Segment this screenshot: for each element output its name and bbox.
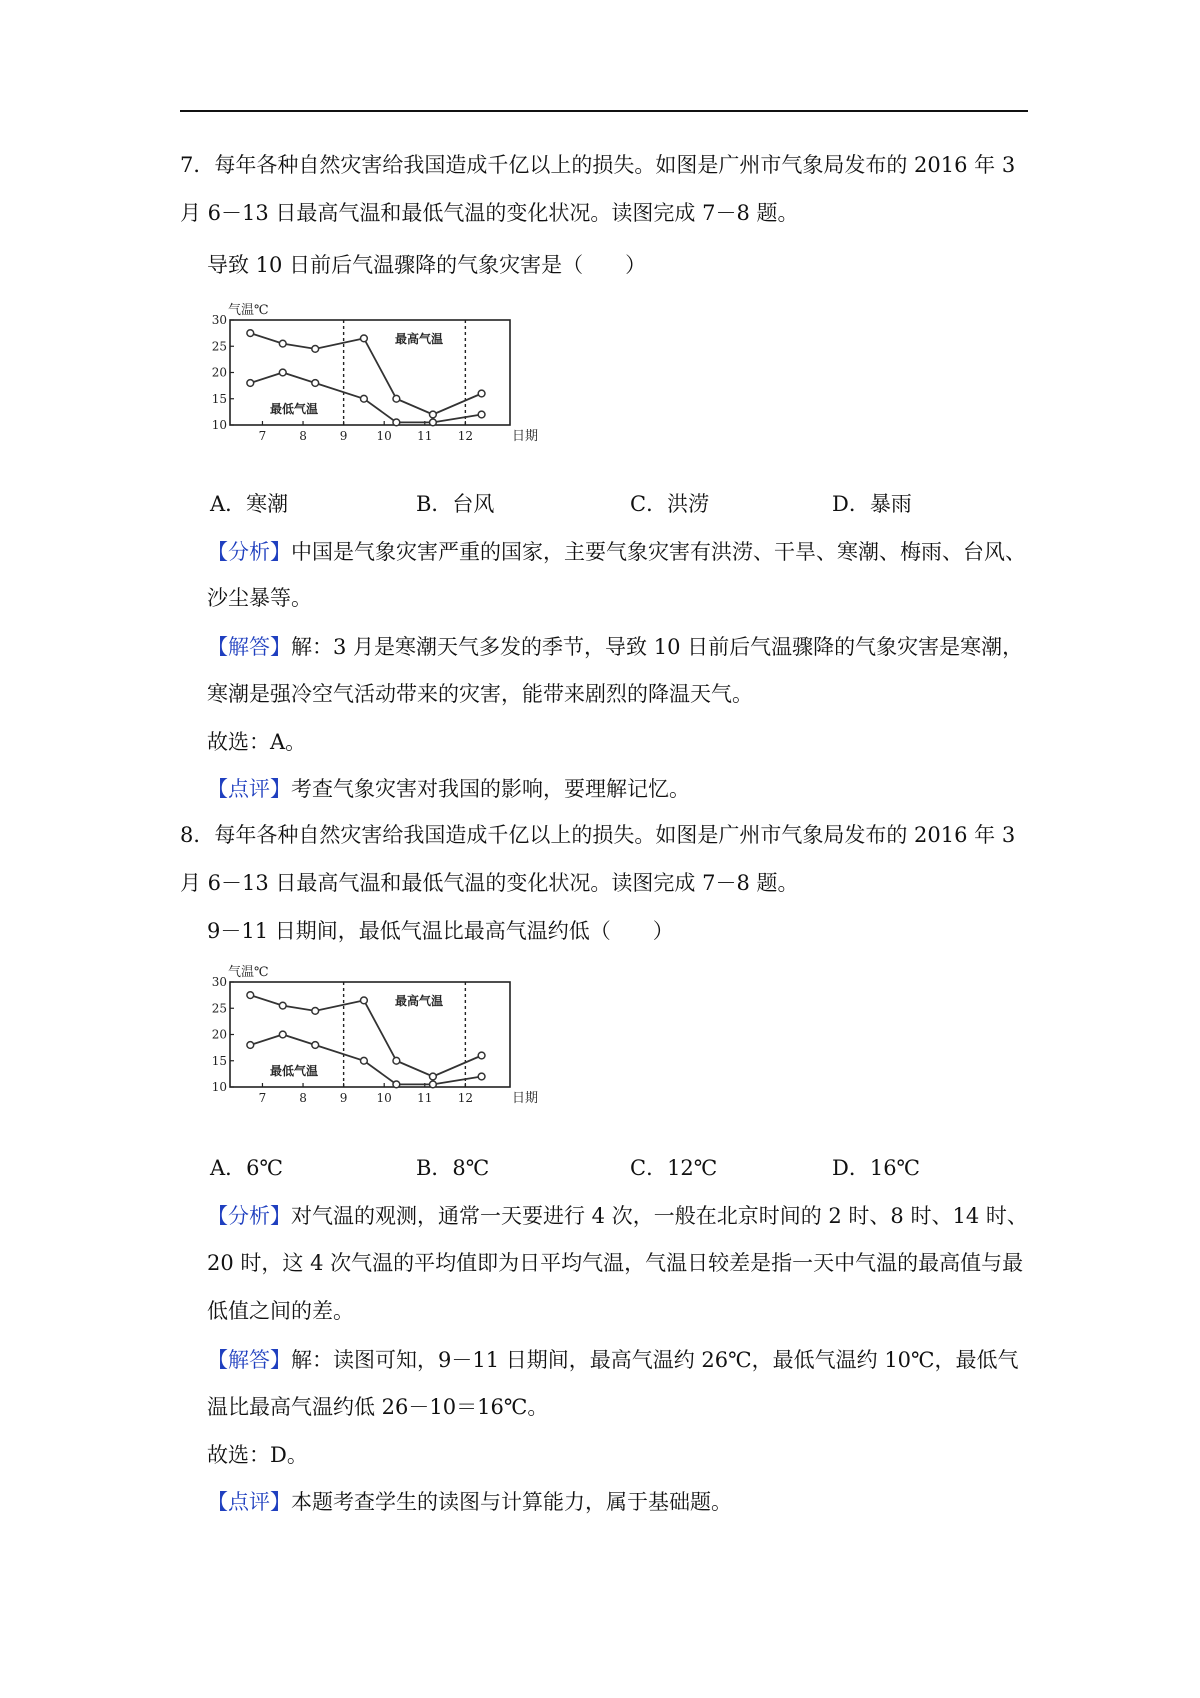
q8-comment-tag: 【点评】 [207,1490,291,1514]
y-tick-label: 25 [211,1001,227,1016]
x-axis-label: 日期 [512,1091,539,1106]
series-label: 最低气温 [270,1064,319,1078]
q7-comment-text: 考查气象灾害对我国的影响，要理解记忆。 [291,777,690,801]
y-axis-label: 气温℃ [228,303,269,318]
q7-choice: 故选：A。 [207,730,307,754]
q7-answer-line1 [207,632,1023,662]
data-point [393,1081,400,1088]
data-point [247,330,254,337]
temperature-chart-2 [205,962,539,1132]
q8-option-d[interactable]: D．16℃ [832,1156,921,1180]
y-axis-label: 气温℃ [228,965,269,980]
q8-sub-question: 9－11 日期间，最低气温比最高气温约低（ ） [207,919,674,943]
y-tick-label: 10 [211,418,227,432]
q7-answer-line2: 寒潮是强冷空气活动带来的灾害，能带来剧烈的降温天气。 [207,682,753,706]
q8-analysis-line2: 20 时，这 4 次气温的平均值即为日平均气温，气温日较差是指一天中气温的最高值与最 [207,1251,1024,1275]
data-point [361,997,368,1004]
y-tick-label: 20 [211,365,227,380]
x-tick-label: 12 [457,1091,474,1105]
q8-answer-text1: 解：读图可知，9－11 日期间，最高气温约 26℃，最低气温约 10℃，最低气 [291,1348,1019,1372]
data-point [478,1052,485,1059]
q7-option-d[interactable]: D．暴雨 [832,492,912,516]
data-point [312,345,319,352]
header-rule [180,110,1028,112]
x-tick-label: 12 [457,429,474,443]
x-tick-label: 11 [417,1091,433,1105]
x-tick-label: 8 [299,1091,307,1105]
data-point [312,1007,319,1014]
series-label: 最高气温 [395,994,444,1008]
y-tick-label: 10 [211,1080,227,1094]
q7-option-c[interactable]: C．洪涝 [630,492,710,516]
q7-analysis-tag: 【分析】 [207,540,291,564]
data-point [429,411,436,418]
data-point [279,340,286,347]
q7-answer-text1: 解：3 月是寒潮天气多发的季节，导致 10 日前后气温骤降的气象灾害是寒潮， [291,635,1024,659]
data-point [279,1002,286,1009]
q8-comment [207,1487,732,1517]
q7-option-b[interactable]: B．台风 [416,492,495,516]
data-point [393,395,400,402]
q7-answer-tag: 【解答】 [207,635,291,659]
x-tick-label: 10 [376,1091,392,1105]
q8-answer-line2: 温比最高气温约低 26－10＝16℃。 [207,1395,549,1419]
q8-answer-tag: 【解答】 [207,1348,291,1372]
q8-comment-text: 本题考查学生的读图与计算能力，属于基础题。 [291,1490,732,1514]
q7-analysis-line1 [207,537,1026,567]
data-point [361,1057,368,1064]
y-tick-label: 25 [211,339,227,354]
series-label: 最高气温 [395,332,444,346]
q8-stem-line1: 8．每年各种自然灾害给我国造成千亿以上的损失。如图是广州市气象局发布的 2016 年 3 [180,823,1016,847]
y-tick-label: 15 [211,391,227,406]
x-tick-label: 9 [339,1091,348,1105]
data-point [361,395,368,402]
data-point [478,411,485,418]
q7-analysis-text1: 中国是气象灾害严重的国家，主要气象灾害有洪涝、干旱、寒潮、梅雨、台风、 [291,540,1026,564]
x-tick-label: 11 [417,429,433,443]
data-point [312,380,319,387]
data-point [393,419,400,426]
x-axis-label: 日期 [512,429,539,444]
data-point [429,1073,436,1080]
q8-analysis-tag: 【分析】 [207,1204,291,1228]
y-tick-label: 30 [211,975,227,989]
q7-option-a[interactable]: A．寒潮 [210,492,289,516]
data-point [279,369,286,376]
q7-comment [207,774,690,804]
data-point [312,1042,319,1049]
q8-option-a[interactable]: A．6℃ [210,1156,284,1180]
data-point [478,390,485,397]
x-tick-label: 9 [339,429,348,443]
q8-answer-line1 [207,1345,1019,1375]
data-point [279,1031,286,1038]
x-tick-label: 7 [258,429,267,443]
q8-analysis-line1 [207,1201,1028,1231]
x-tick-label: 7 [258,1091,267,1105]
data-point [478,1073,485,1080]
q7-comment-tag: 【点评】 [207,777,291,801]
y-tick-label: 20 [211,1027,227,1042]
data-point [361,335,368,342]
q7-analysis-line2: 沙尘暴等。 [207,586,312,610]
y-tick-label: 30 [211,313,227,327]
temperature-chart-1 [205,300,539,470]
q8-stem-line2: 月 6－13 日最高气温和最低气温的变化状况。读图完成 7－8 题。 [180,871,799,895]
q8-option-c[interactable]: C．12℃ [630,1156,718,1180]
q7-stem-line1: 7．每年各种自然灾害给我国造成千亿以上的损失。如图是广州市气象局发布的 2016 年 3 [180,153,1016,177]
q7-sub-question: 导致 10 日前后气温骤降的气象灾害是（ ） [207,253,647,277]
series-label: 最低气温 [270,402,319,416]
q8-option-b[interactable]: B．8℃ [416,1156,490,1180]
data-point [247,992,254,999]
x-tick-label: 8 [299,429,307,443]
y-tick-label: 15 [211,1053,227,1068]
q8-analysis-text1: 对气温的观测，通常一天要进行 4 次，一般在北京时间的 2 时、8 时、14 时、 [291,1204,1028,1228]
data-point [429,419,436,426]
data-point [247,380,254,387]
q8-choice: 故选：D。 [207,1443,308,1467]
data-point [429,1081,436,1088]
data-point [393,1057,400,1064]
q7-stem-line2: 月 6－13 日最高气温和最低气温的变化状况。读图完成 7－8 题。 [180,201,799,225]
data-point [247,1042,254,1049]
q8-analysis-line3: 低值之间的差。 [207,1299,354,1323]
x-tick-label: 10 [376,429,392,443]
